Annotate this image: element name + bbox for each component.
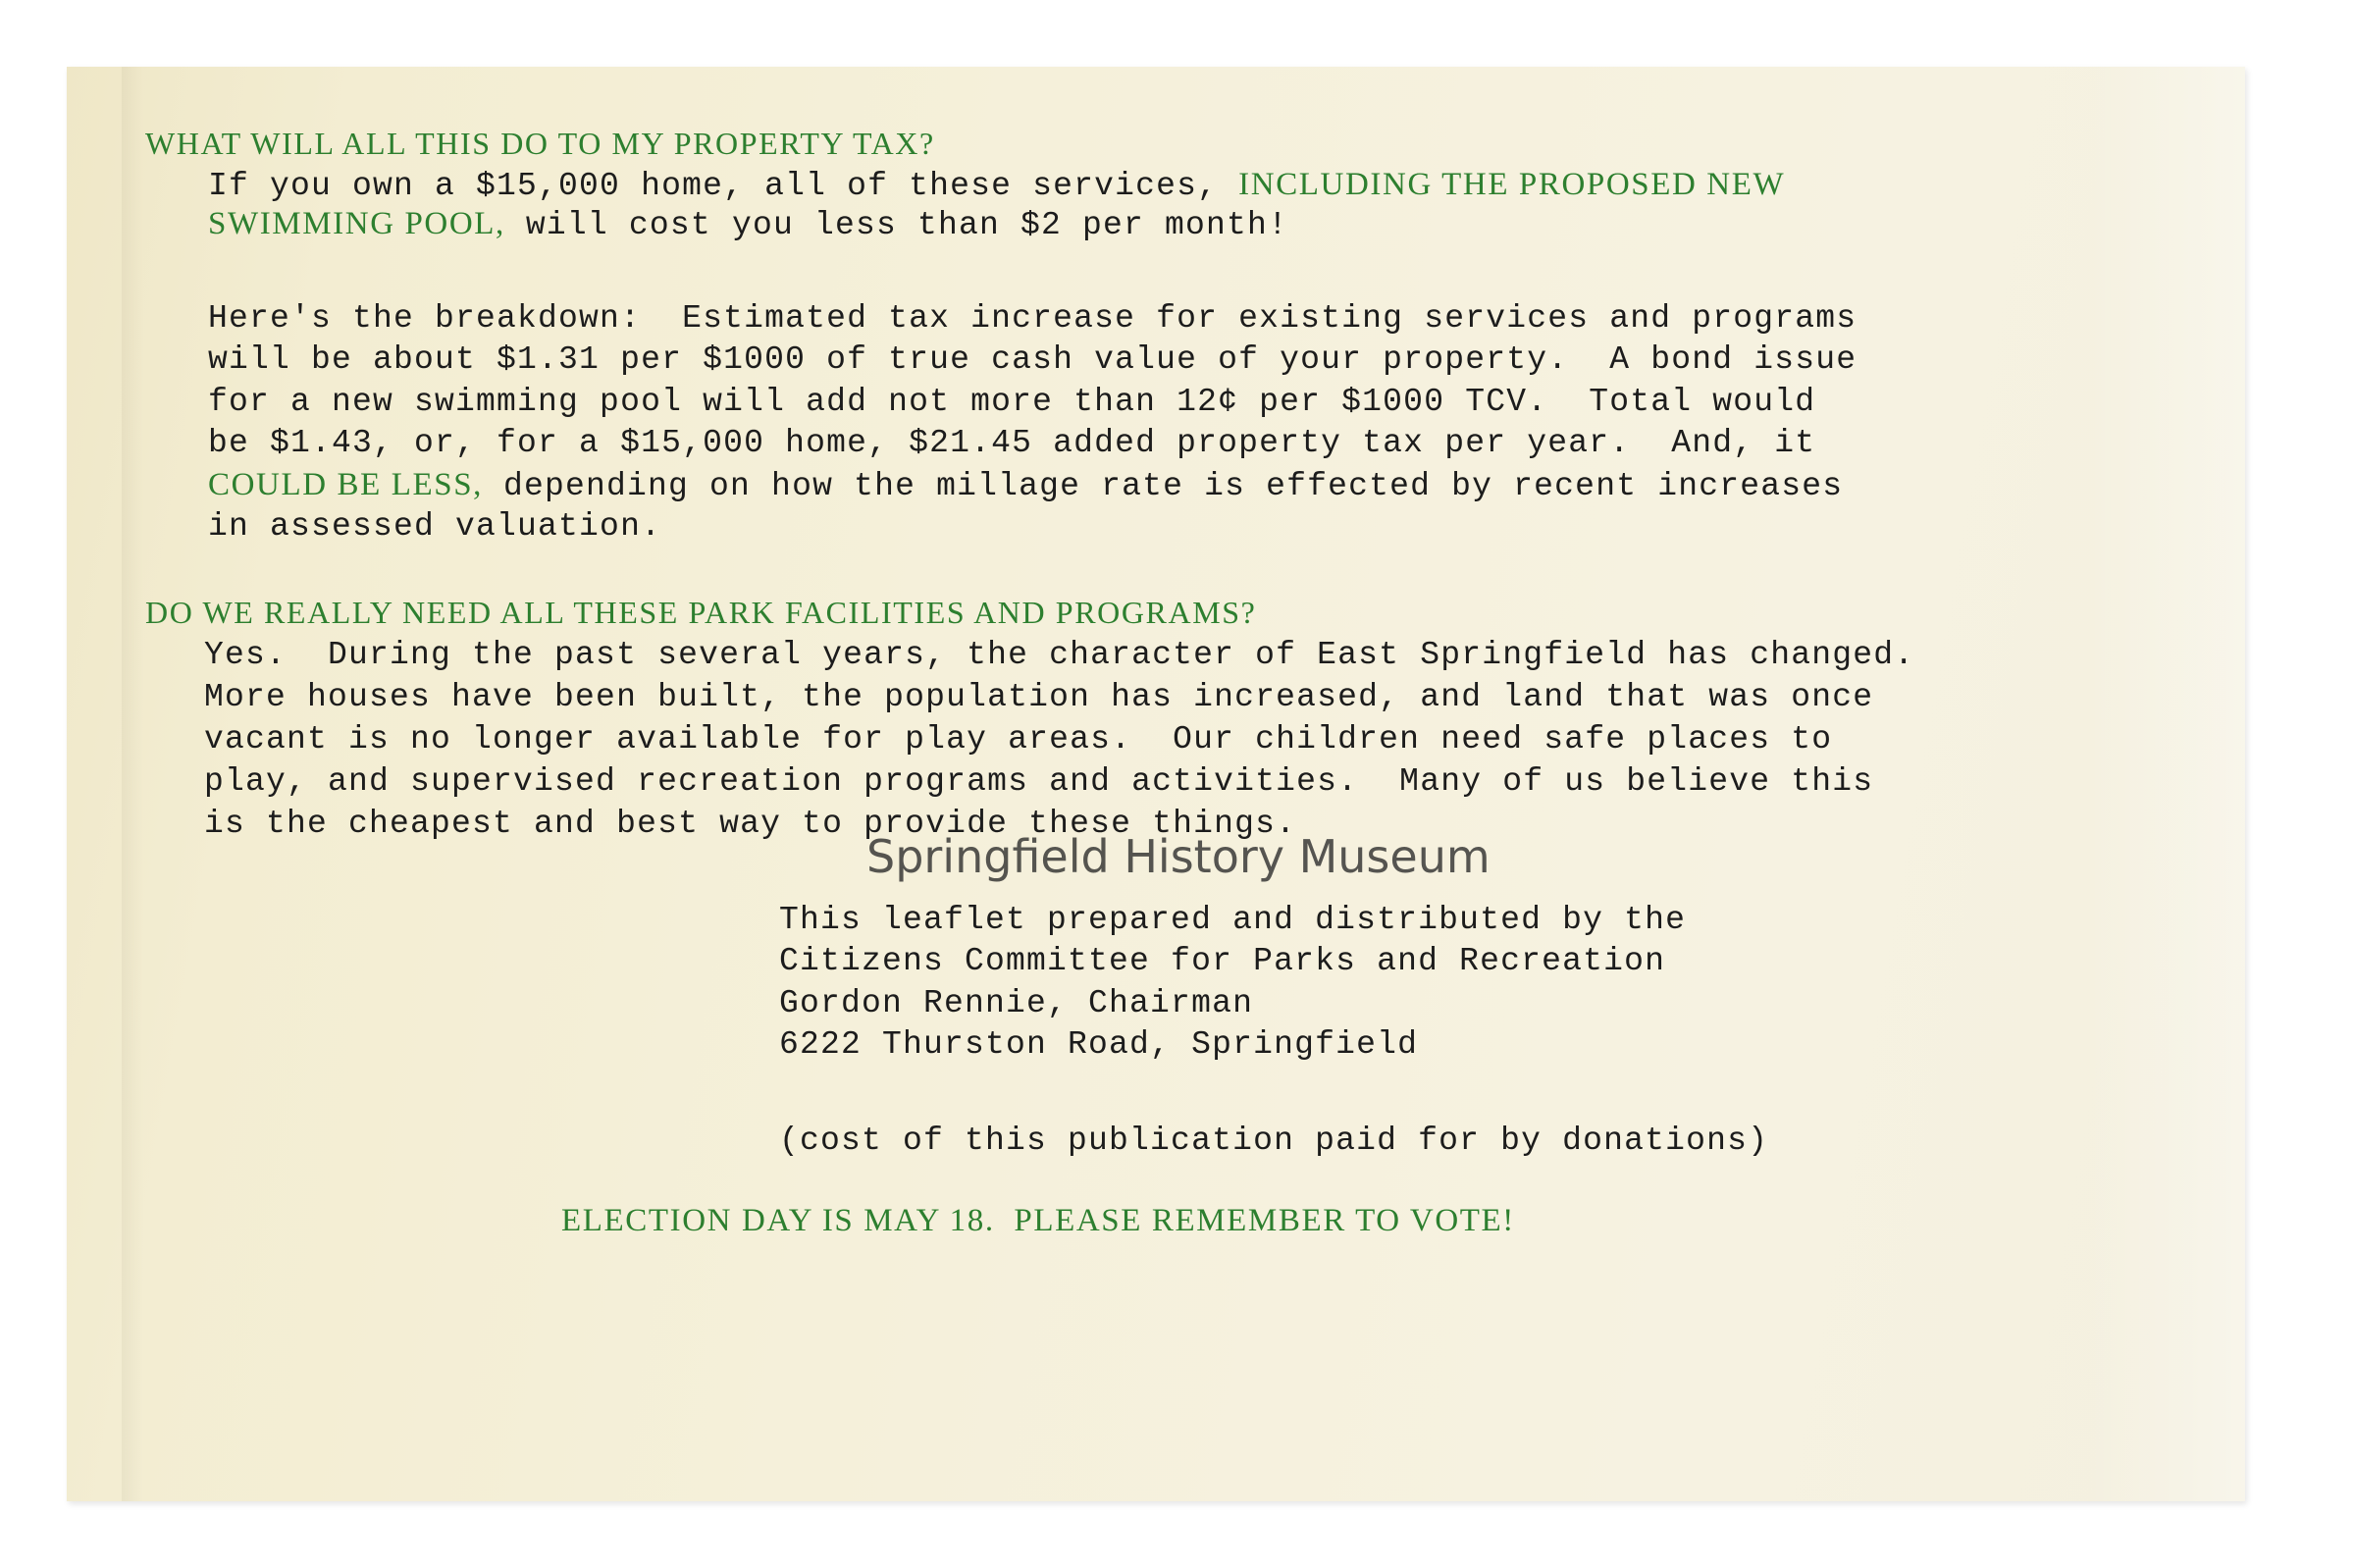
facilities-line-5: is the cheapest and best way to provide these things. [204,806,1297,842]
park-facilities-heading: DO WE REALLY NEED ALL THESE PARK FACILITIES AND PROGRAMS? [145,595,1257,630]
property-tax-heading: WHAT WILL ALL THIS DO TO MY PROPERTY TAX? [145,126,935,161]
property-tax-line-2-text: will cost you less than $2 per month! [504,207,1289,243]
credits-line-3: Gordon Rennie, Chairman [779,985,1254,1021]
leaflet-page [67,67,2245,1501]
breakdown-line-5-text: depending on how the millage rate is effected by recent increases [483,468,1844,504]
facilities-line-3: vacant is no longer available for play areas. Our children need safe places to [204,721,1833,758]
facilities-line-4: play, and supervised recreation programs and activities. Many of us believe this [204,763,1874,800]
breakdown-line-2: will be about $1.31 per $1000 of true cash value of your property. A bond issue [208,341,1857,378]
facilities-line-2: More houses have been built, the population has increased, and land that was once [204,679,1874,715]
credits-line-4: 6222 Thurston Road, Springfield [779,1026,1419,1063]
breakdown-line-5 [208,469,1843,502]
paper-fold-crease [122,67,143,1501]
cost-note: (cost of this publication paid for by donations) [779,1123,1769,1159]
could-be-less-emphasis: COULD BE LESS, [208,467,484,502]
proposed-pool-emphasis: INCLUDING THE PROPOSED NEW [1238,167,1786,202]
property-tax-line-1-text: If you own a $15,000 home, all of these services, [208,168,1239,204]
property-tax-line-1 [208,169,1785,202]
facilities-line-1: Yes. During the past several years, the character of East Springfield has changed. [204,637,1915,673]
credits-line-1: This leaflet prepared and distributed by the [779,902,1687,938]
breakdown-line-6: in assessed valuation. [208,508,662,545]
election-day-reminder: ELECTION DAY IS MAY 18. PLEASE REMEMBER TO VOTE! [561,1203,1515,1238]
museum-watermark: Springfield History Museum [866,830,1491,883]
breakdown-line-3: for a new swimming pool will add not more than 12¢ per $1000 TCV. Total would [208,384,1816,420]
breakdown-line-4: be $1.43, or, for a $15,000 home, $21.45 added property tax per year. And, it [208,425,1816,461]
breakdown-line-1: Here's the breakdown: Estimated tax increase for existing services and programs [208,300,1857,337]
property-tax-line-2 [208,208,1288,241]
swimming-pool-emphasis: SWIMMING POOL, [208,206,505,241]
credits-line-2: Citizens Committee for Parks and Recreation [779,943,1666,979]
